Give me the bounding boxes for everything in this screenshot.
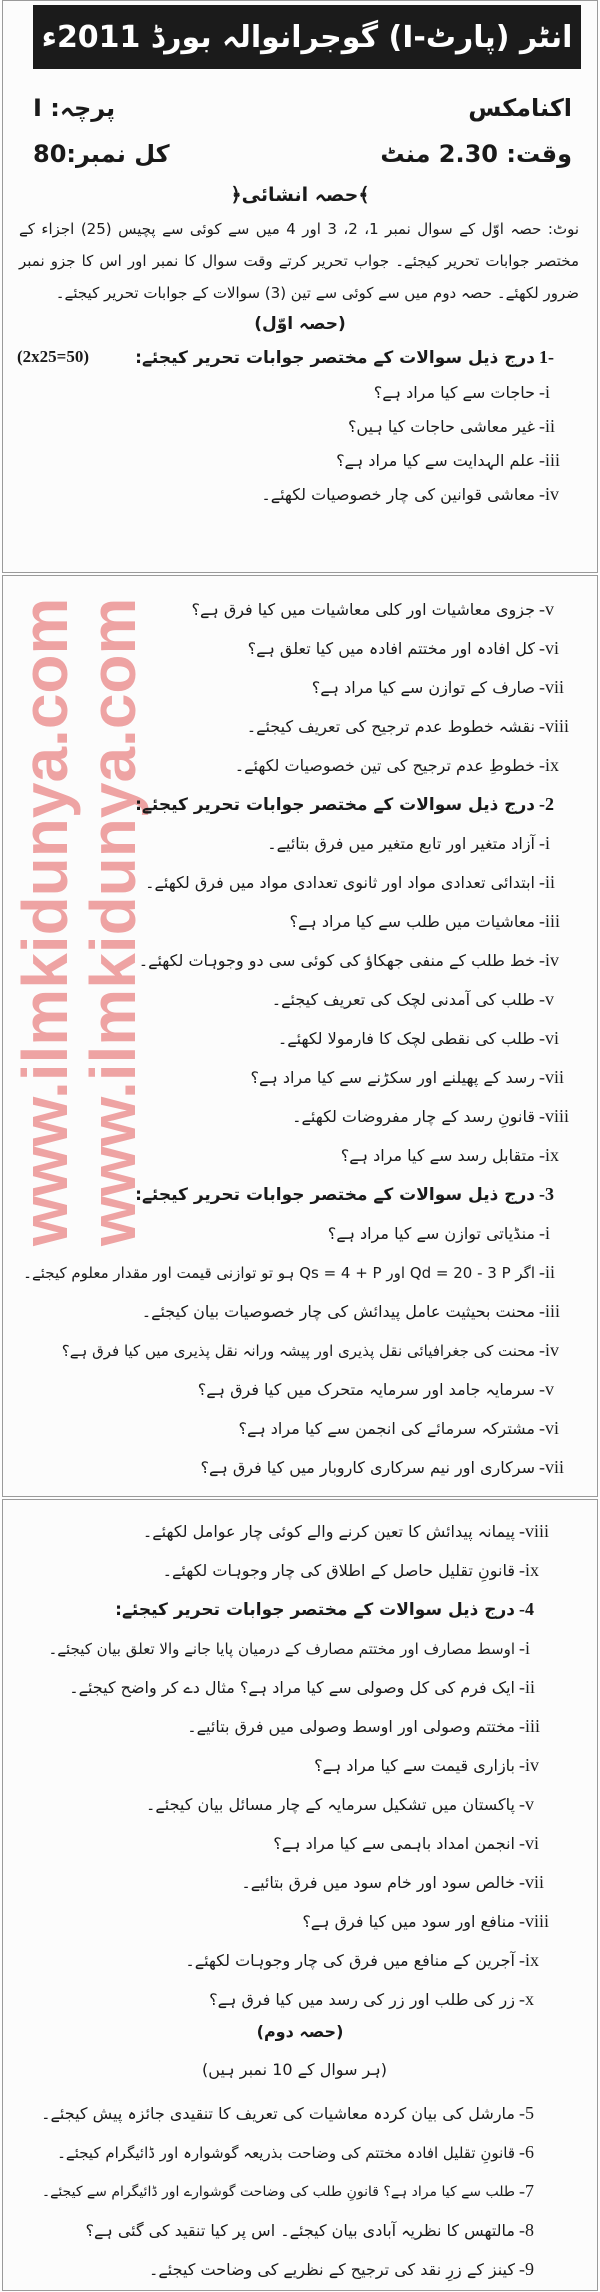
item-text: کینز کے زرِ نقد کی ترجیح کے نظریے کی وضاحت کیجئے۔ xyxy=(149,2260,515,2279)
part2-questions xyxy=(7,2094,567,2289)
item-text: منڈیاتی توازن سے کیا مراد ہے؟ xyxy=(327,1224,535,1243)
item-text: مختتم وصولی اور اوسط وصولی میں فرق بتائیے۔ xyxy=(187,1717,515,1736)
item-number: -viii xyxy=(539,716,569,736)
part2-heading: (حصہ دوم) xyxy=(256,2022,344,2041)
item-number: -vii xyxy=(539,1067,564,1087)
item-number: -ii xyxy=(539,415,555,436)
watermark: www.ilmkidunya.com xyxy=(9,597,81,1246)
item-number: -iii xyxy=(539,911,560,931)
list-item xyxy=(7,2172,567,2211)
list-item xyxy=(7,707,587,746)
item-number: -8 xyxy=(519,2220,534,2240)
list-item xyxy=(7,1902,567,1941)
item-text: غیر معاشی حاجات کیا ہیں؟ xyxy=(347,416,535,436)
item-text: خط طلب کے منفی جھکاؤ کی کوئی سی دو وجوہات لکھئے۔ xyxy=(138,951,535,970)
question-number: -2 xyxy=(539,794,554,814)
list-item xyxy=(7,1629,567,1668)
item-text: بازاری قیمت سے کیا مراد ہے؟ xyxy=(314,1756,515,1775)
section-heading: ﴾حصہ انشائی﴿ xyxy=(230,184,370,206)
list-item xyxy=(7,863,587,902)
item-number: -iv xyxy=(539,483,559,504)
item-number: -i xyxy=(539,381,550,402)
list-item xyxy=(7,1668,567,1707)
item-number: -viii xyxy=(519,1521,549,1541)
list-item xyxy=(7,1980,567,2019)
item-text: خالص سود اور خام سود میں فرق بتائیے۔ xyxy=(241,1873,515,1892)
item-text: رسد کے پھیلنے اور سکڑنے سے کیا مراد ہے؟ xyxy=(250,1068,535,1087)
item-text: معاشیات میں طلب سے کیا مراد ہے؟ xyxy=(289,912,535,931)
question-3-header xyxy=(7,1175,587,1214)
item-text: صارف کے توازن سے کیا مراد ہے؟ xyxy=(311,678,535,697)
item-number: -vii xyxy=(519,1872,544,1892)
item-text: سرمایہ جامد اور سرمایہ متحرک میں کیا فرق ہے؟ xyxy=(197,1380,535,1399)
list-item xyxy=(7,1785,567,1824)
item-text: منافع اور سود میں کیا فرق ہے؟ xyxy=(302,1912,515,1931)
list-item xyxy=(7,1824,567,1863)
item-number: -i xyxy=(539,1223,550,1243)
item-text: طلب کی آمدنی لچک کی تعریف کیجئے۔ xyxy=(271,990,535,1009)
item-text: پیمانہ پیدائش کا تعین کرنے والے کوئی چار عوامل لکھئے۔ xyxy=(142,1522,515,1541)
item-number: -viii xyxy=(539,1106,569,1126)
list-item xyxy=(7,1448,587,1487)
item-number: -7 xyxy=(519,2181,534,2201)
list-item xyxy=(7,409,587,443)
panel-1 xyxy=(2,0,598,573)
list-item xyxy=(7,1370,587,1409)
list-item xyxy=(7,443,587,477)
item-text: نقشہ خطوط عدم ترجیح کی تعریف کیجئے۔ xyxy=(246,717,535,736)
watermark: www.ilmkidunya.com xyxy=(77,597,149,1246)
question-1 xyxy=(7,339,587,511)
item-text: قانونِ تقلیل حاصل کے اطلاق کی چار وجوہات لکھئے۔ xyxy=(162,1561,515,1580)
item-number: -5 xyxy=(519,2103,534,2123)
total-marks: کل نمبر:80 xyxy=(33,140,170,168)
question-text: درج ذیل سوالات کے مختصر جوابات تحریر کیجئے: xyxy=(135,795,535,815)
item-text: کل افادہ اور مختتم افادہ میں کیا تعلق ہے؟ xyxy=(247,639,535,658)
list-item xyxy=(7,629,587,668)
item-text: حاجات سے کیا مراد ہے؟ xyxy=(373,382,535,402)
list-item xyxy=(7,2133,567,2172)
item-text: اگر Qd = 20 - 3 P اور Qs = 4 + P ہو تو توازنی قیمت اور مقدار معلوم کیجئے۔ xyxy=(23,1263,535,1282)
paper-number: پرچہ: I xyxy=(33,94,116,122)
item-text: محنت کی جغرافیائی نقل پذیری اور پیشہ ورانہ نقل پذیری میں کیا فرق ہے؟ xyxy=(61,1341,535,1360)
item-number: -iv xyxy=(539,950,559,970)
list-item xyxy=(7,824,587,863)
item-text: قانونِ رسد کے چار مفروضات لکھئے۔ xyxy=(292,1107,535,1126)
item-number: -vi xyxy=(539,1028,559,1048)
item-text: محنت بحیثیت عامل پیدائش کی چار خصوصیات بیان کیجئے۔ xyxy=(141,1302,535,1321)
item-number: -ii xyxy=(519,1677,535,1697)
header-row-1 xyxy=(3,85,597,131)
list-item xyxy=(7,746,587,785)
list-item xyxy=(7,590,587,629)
question-list xyxy=(7,1512,567,2019)
list-item xyxy=(7,2094,567,2133)
list-item xyxy=(7,1746,567,1785)
panel-3 xyxy=(2,1499,598,2291)
item-number: -i xyxy=(539,833,550,853)
item-number: -iii xyxy=(539,1301,560,1321)
item-text: قانونِ تقلیل افادہ مختتم کی وضاحت بذریعہ گوشوارہ اور ڈائیگرام کیجئے۔ xyxy=(57,2143,515,2162)
list-item xyxy=(7,1214,587,1253)
list-item xyxy=(7,1331,587,1370)
item-text: ابتدائی تعدادی مواد اور ثانوی تعدادی مواد میں فرق لکھئے۔ xyxy=(145,873,535,892)
item-number: -vi xyxy=(519,1833,539,1853)
list-item xyxy=(7,1019,587,1058)
part2-marks-note: (ہر سوال کے 10 نمبر ہیں) xyxy=(202,2060,387,2079)
item-number: -ix xyxy=(519,1560,539,1580)
list-item xyxy=(7,1409,587,1448)
item-text: ایک فرم کی کل وصولی سے کیا مراد ہے؟ مثال دے کر واضح کیجئے۔ xyxy=(69,1678,515,1697)
item-text: اوسط مصارف اور مختتم مصارف کے درمیان پایا جانے والا تعلق بیان کیجئے۔ xyxy=(48,1639,515,1658)
question-header xyxy=(7,339,587,375)
item-text: متقابل رسد سے کیا مراد ہے؟ xyxy=(340,1146,535,1165)
list-item xyxy=(7,2211,567,2250)
item-text: پاکستان میں تشکیل سرمایہ کے چار مسائل بیان کیجئے۔ xyxy=(146,1795,515,1814)
item-number: -i xyxy=(519,1638,530,1658)
list-item xyxy=(7,1941,567,1980)
item-number: -ix xyxy=(519,1950,539,1970)
question-number: -3 xyxy=(539,1184,554,1204)
item-number: -6 xyxy=(519,2142,534,2162)
list-item xyxy=(7,1512,567,1551)
list-item xyxy=(7,980,587,1019)
item-number: -9 xyxy=(519,2259,534,2279)
question-2-header xyxy=(7,785,587,824)
item-number: -iv xyxy=(519,1755,539,1775)
item-text: معاشی قوانین کی چار خصوصیات لکھئے۔ xyxy=(261,484,535,504)
list-item xyxy=(7,902,587,941)
time-allowed: وقت: 2.30 منٹ xyxy=(380,140,572,168)
list-item xyxy=(7,1863,567,1902)
list-item xyxy=(7,941,587,980)
instructions-note: نوٹ: حصہ اوّل کے سوال نمبر 1، 2، 3 اور 4 میں سے کوئی سے پچیس (25) اجزاء کے مختصر جوابات تحریر کیجئے۔ جواب تحریر کرتے وقت سوال کا نمبر اور اس کا جزو نمبر ضرور لکھئے۔ حصہ دوم میں سے کوئی سے تین (3) سوالات کے جوابات تحریر کیجئے۔ xyxy=(19,220,579,302)
list-item xyxy=(7,668,587,707)
item-number: -iii xyxy=(519,1716,540,1736)
part1-heading: (حصہ اوّل) xyxy=(254,314,346,334)
list-item xyxy=(7,1551,567,1590)
question-number: -4 xyxy=(519,1599,534,1619)
list-item xyxy=(7,375,587,409)
item-number: -vi xyxy=(539,1418,559,1438)
question-list xyxy=(7,590,587,1487)
item-text: انجمن امداد باہمی سے کیا مراد ہے؟ xyxy=(273,1834,515,1853)
header-row-2 xyxy=(3,131,597,177)
item-text: زر کی طلب اور زر کی رسد میں کیا فرق ہے؟ xyxy=(209,1990,515,2009)
question-number: 1- xyxy=(539,346,554,367)
question-4-header xyxy=(7,1590,567,1629)
item-text: مالتھس کا نظریہ آبادی بیان کیجئے۔ اس پر کیا تنقید کی گئی ہے؟ xyxy=(85,2221,515,2240)
item-number: -vi xyxy=(539,638,559,658)
question-text: درج ذیل سوالات کے مختصر جوابات تحریر کیجئے: xyxy=(115,1600,515,1620)
item-text: مشترکہ سرمائے کی انجمن سے کیا مراد ہے؟ xyxy=(238,1419,535,1438)
paper-title: انٹر (پارٹ-I) گوجرانوالہ بورڈ 2011ء xyxy=(33,5,581,69)
item-number: -vii xyxy=(539,677,564,697)
item-number: -ix xyxy=(539,755,559,775)
item-text: آجرین کے منافع میں فرق کی چار وجوہات لکھئے۔ xyxy=(185,1951,515,1970)
item-text: مارشل کی بیان کردہ معاشیات کی تعریف کا تنقیدی جائزہ پیش کیجئے۔ xyxy=(41,2104,515,2123)
item-number: -v xyxy=(539,1379,554,1399)
item-number: -v xyxy=(519,1794,534,1814)
item-number: -iii xyxy=(539,449,560,470)
item-number: -vii xyxy=(539,1457,564,1477)
item-number: -x xyxy=(519,1989,534,2009)
item-text: طلب سے کیا مراد ہے؟ قانونِ طلب کی وضاحت گوشوارے اور ڈائیگرام سے کیجئے۔ xyxy=(41,2183,515,2200)
subject: اکنامکس xyxy=(468,94,572,122)
item-number: -v xyxy=(539,599,554,619)
item-number: -ii xyxy=(539,872,555,892)
list-item xyxy=(7,2250,567,2289)
item-text: علم الہدایت سے کیا مراد ہے؟ xyxy=(336,450,535,470)
item-number: -v xyxy=(539,989,554,1009)
item-text: طلب کی نقطی لچک کا فارمولا لکھئے۔ xyxy=(277,1029,535,1048)
item-text: جزوی معاشیات اور کلی معاشیات میں کیا فرق ہے؟ xyxy=(191,600,535,619)
list-item xyxy=(7,1058,587,1097)
item-text: آزاد متغیر اور تابع متغیر میں فرق بتائیے۔ xyxy=(267,834,535,853)
list-item xyxy=(7,1136,587,1175)
marks: (2x25=50) xyxy=(17,347,90,366)
item-text: خطوطِ عدم ترجیح کی تین خصوصیات لکھئے۔ xyxy=(234,756,535,775)
question-text: درج ذیل سوالات کے مختصر جوابات تحریر کیجئے: xyxy=(135,347,535,368)
item-number: -ix xyxy=(539,1145,559,1165)
item-number: -iv xyxy=(539,1340,559,1360)
panel-2 xyxy=(2,575,598,1497)
list-item xyxy=(7,1707,567,1746)
list-item xyxy=(7,477,587,511)
question-text: درج ذیل سوالات کے مختصر جوابات تحریر کیجئے: xyxy=(135,1185,535,1205)
item-text: سرکاری اور نیم سرکاری کاروبار میں کیا فرق ہے؟ xyxy=(200,1458,535,1477)
list-item xyxy=(7,1097,587,1136)
list-item xyxy=(7,1253,587,1292)
item-number: -ii xyxy=(539,1262,555,1282)
list-item xyxy=(7,1292,587,1331)
item-number: -viii xyxy=(519,1911,549,1931)
